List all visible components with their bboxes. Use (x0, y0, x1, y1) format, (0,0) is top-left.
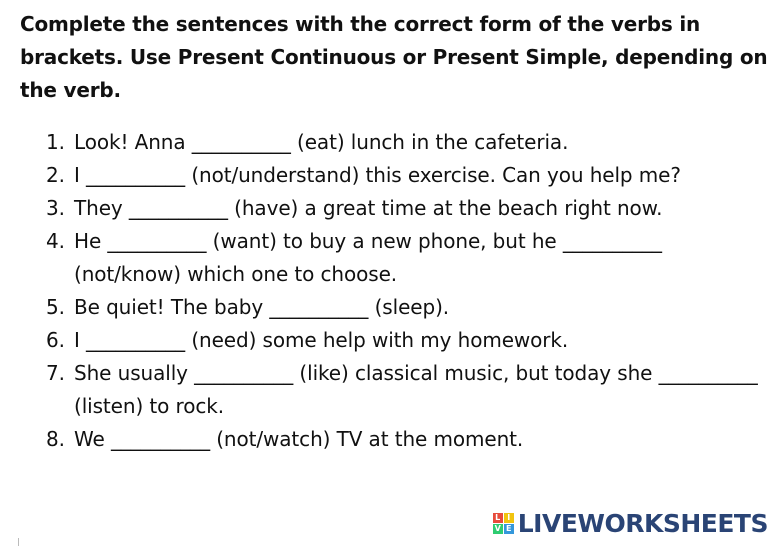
item-sentence: I __________ (need) some help with my homework. (74, 328, 569, 352)
list-item (46, 192, 766, 225)
list-item (46, 225, 766, 291)
instructions-text: Complete the sentences with the correct form of the verbs in brackets. Use Present Continuous or Present Simple, depending on the verb. (20, 12, 768, 102)
liveworksheets-logo (493, 509, 768, 538)
list-item (46, 159, 766, 192)
list-item (46, 291, 766, 324)
item-sentence: Be quiet! The baby __________ (sleep). (74, 295, 450, 319)
item-sentence: We __________ (not/watch) TV at the moment. (74, 427, 524, 451)
item-number: 3. (46, 196, 65, 220)
item-number: 5. (46, 295, 65, 319)
list-item (46, 126, 766, 159)
item-number: 7. (46, 361, 65, 385)
logo-letter-i: I (504, 513, 514, 523)
item-number: 1. (46, 130, 65, 154)
item-number: 2. (46, 163, 65, 187)
logo-wordmark: LIVEWORKSHEETS (517, 509, 768, 538)
logo-letter-l: L (493, 513, 503, 523)
item-number: 8. (46, 427, 65, 451)
exercise-list (46, 126, 766, 456)
logo-mark-icon (493, 513, 514, 534)
item-sentence: She usually __________ (like) classical music, but today she __________ (listen) to rock. (74, 361, 758, 418)
list-item (46, 423, 766, 456)
list-item (46, 357, 766, 423)
item-number: 6. (46, 328, 65, 352)
logo-letter-e: E (504, 524, 514, 534)
logo-letter-v: V (494, 524, 501, 533)
item-sentence: He __________ (want) to buy a new phone, but he __________ (not/know) which one to choose. (74, 229, 662, 286)
item-number: 4. (46, 229, 65, 253)
page-corner-mark (18, 538, 19, 546)
list-item (46, 324, 766, 357)
item-sentence: Look! Anna __________ (eat) lunch in the cafeteria. (74, 130, 569, 154)
item-sentence: I __________ (not/understand) this exercise. Can you help me? (74, 163, 681, 187)
item-sentence: They __________ (have) a great time at the beach right now. (74, 196, 663, 220)
